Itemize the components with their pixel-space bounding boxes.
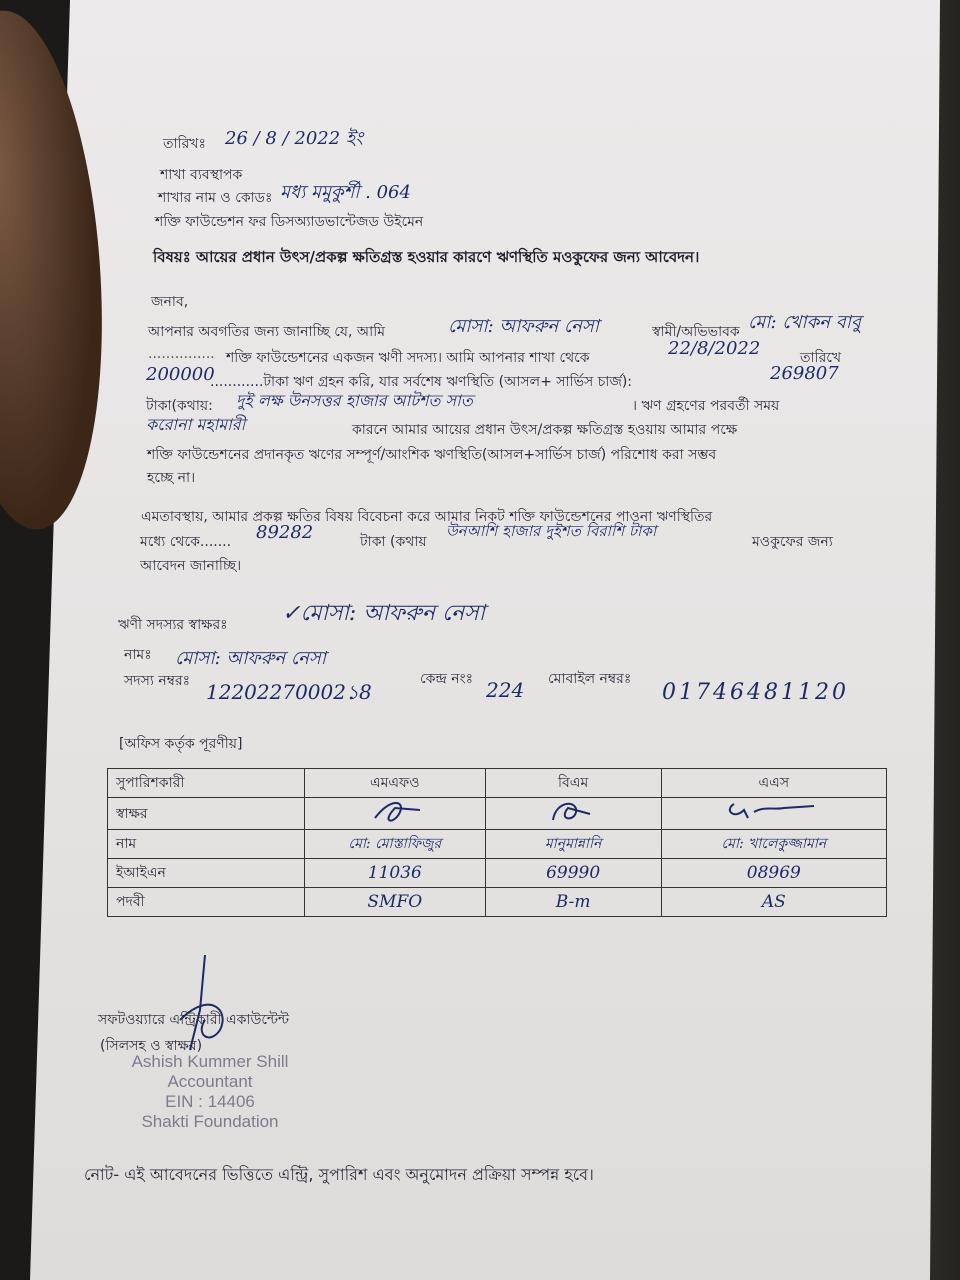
header-bm: বিএম bbox=[485, 769, 661, 798]
para1-l1a: আপনার অবগতির জন্য জানাচ্ছি যে, আমি bbox=[148, 324, 386, 340]
table-header-row bbox=[108, 769, 887, 798]
accountant-stamp bbox=[120, 1052, 300, 1132]
branch-label: শাখার নাম ও কোডঃ bbox=[158, 190, 273, 206]
branch-value: মধ্য মমুকুর্শী . 064 bbox=[280, 182, 411, 203]
mfo-signature bbox=[305, 798, 486, 830]
mfo-name: মো: মোস্তাফিজুর bbox=[305, 830, 486, 859]
para1-l1-hw: মোসা: আফরুন নেসা bbox=[448, 316, 599, 337]
office-title: [অফিস কর্তৃক পূরণীয়] bbox=[119, 736, 243, 752]
date-value: 26 / 8 / 2022 ইং bbox=[225, 128, 364, 149]
table-row bbox=[108, 830, 887, 859]
note: নোট- এই আবেদনের ভিত্তিতে এন্ট্রি, সুপারিশ এবং অনুমোদন প্রক্রিয়া সম্পন্ন হবে। bbox=[84, 1165, 594, 1184]
para1-l3-hw2: 269807 bbox=[770, 363, 839, 384]
para1-l3a: ............টাকা ঋণ গ্রহন করি, যার সর্বশেষ ঋণস্থিতি (আসল+ সার্ভিস চার্জ): bbox=[210, 374, 633, 390]
signature-scribble-icon bbox=[714, 798, 834, 824]
row-label-ein: ইআইএন bbox=[108, 859, 305, 888]
para1-l1-hw2: মো: খোকন বাবু bbox=[748, 312, 861, 333]
member-signature: ✓মোসা: আফরুন নেসা bbox=[282, 601, 485, 626]
salutation: জনাব, bbox=[151, 294, 189, 310]
member-name: মোসা: আফরুন নেসা bbox=[175, 648, 326, 669]
para1-l3-hw: 200000 bbox=[146, 364, 215, 385]
row-label-name: নাম bbox=[108, 830, 305, 859]
para2-l3: আবেদন জানাচ্ছি। bbox=[140, 558, 242, 574]
mobile-label: মোবাইল নম্বরঃ bbox=[548, 671, 632, 687]
row-label-signature: স্বাক্ষর bbox=[108, 798, 305, 830]
as-signature bbox=[661, 798, 886, 830]
para2-l2b: টাকা (কথায় bbox=[360, 534, 427, 550]
para2-l2a: মধ্যে থেকে....... bbox=[140, 534, 232, 550]
accountant-line2: (সিলসহ ও স্বাক্ষর) bbox=[100, 1038, 203, 1054]
as-ein: 08969 bbox=[661, 859, 886, 888]
member-sig-label: ঋণী সদস্যর স্বাক্ষরঃ bbox=[118, 617, 228, 633]
row-label-designation: পদবী bbox=[108, 888, 305, 917]
table-row bbox=[108, 798, 887, 830]
member-no: 12202270002১8 bbox=[206, 680, 372, 704]
center-no: 224 bbox=[486, 678, 525, 702]
header-recommender: সুপারিশকারী bbox=[108, 769, 305, 798]
as-designation: AS bbox=[661, 888, 886, 917]
signature-scribble-icon bbox=[528, 798, 618, 824]
bm-signature bbox=[485, 798, 661, 830]
stamp-name: Ashish Kummer Shill bbox=[131, 1052, 289, 1071]
para1-l2-hw: 22/8/2022 bbox=[668, 338, 761, 359]
subject: বিষয়ঃ আয়ের প্রধান উৎস/প্রকল্প ক্ষতিগ্রস্ত হওয়ার কারণে ঋণস্থিতি মওকুফের জন্য আবেদন। bbox=[153, 248, 700, 266]
stamp-ein: EIN : 14406 bbox=[165, 1092, 255, 1111]
para1-l4a: টাকা(কথায়: bbox=[146, 398, 213, 414]
para2-l2-hw: 89282 bbox=[256, 522, 314, 543]
org-line: শক্তি ফাউন্ডেশন ফর ডিসঅ্যাডভান্টেজড উইমেন bbox=[155, 214, 424, 230]
member-name-label: নামঃ bbox=[124, 647, 152, 663]
stamp-role: Accountant bbox=[167, 1072, 253, 1091]
bm-designation: B-m bbox=[485, 888, 661, 917]
table-row bbox=[108, 888, 887, 917]
table-row bbox=[108, 859, 887, 888]
para2-l1: এমতাবস্থায়, আমার প্রকল্প ক্ষতির বিষয় বিবেচনা করে আমার নিকট শক্তি ফাউন্ডেশনের পাওনা ঋণস্থিতির bbox=[141, 509, 713, 525]
bm-name: মানুমান্নানি bbox=[485, 830, 661, 859]
bm-ein: 69990 bbox=[485, 859, 661, 888]
accountant-line1: সফটওয়্যারে এন্ট্রিকারী একাউন্টেন্ট bbox=[98, 1012, 290, 1028]
para1-l1b: স্বামী/অভিভাবক bbox=[652, 324, 740, 340]
header-mfo: এমএফও bbox=[305, 769, 486, 798]
para1-l5-hw: করোনা মহামারী bbox=[146, 415, 246, 434]
header-as: এএস bbox=[661, 769, 886, 798]
para1-l4-hw: দুই লক্ষ উনসত্তর হাজার আটশত সাত bbox=[236, 391, 473, 410]
para1-l6: শক্তি ফাউন্ডেশনের প্রদানকৃত ঋণের সম্পূর্ণ/আংশিক ঋণস্থিতি(আসল+সার্ভিস চার্জ) পরিশোধ করা সম্ভব bbox=[147, 447, 717, 463]
member-no-label: সদস্য নম্বরঃ bbox=[124, 673, 191, 689]
date-label: তারিখঃ bbox=[163, 136, 206, 152]
manager-line: শাখা ব্যবস্থাপক bbox=[160, 167, 243, 183]
para1-l2b: তারিখে bbox=[800, 350, 842, 366]
signature-scribble-icon bbox=[350, 798, 440, 824]
para2-l2c: মওকুফের জন্য bbox=[752, 534, 833, 550]
mfo-ein: 11036 bbox=[305, 859, 486, 888]
para1-l2a: শক্তি ফাউন্ডেশনের একজন ঋণী সদস্য। আমি আপনার শাখা থেকে bbox=[226, 350, 590, 366]
office-table bbox=[107, 768, 887, 917]
para2-l2-hw2: উনআশি হাজার দুইশত বিরাশি টাকা bbox=[446, 522, 657, 540]
para1-l7: হচ্ছে না। bbox=[147, 470, 196, 486]
mfo-designation: SMFO bbox=[305, 888, 486, 917]
stamp-org: Shakti Foundation bbox=[141, 1112, 279, 1131]
para1-l2-dots: ............... bbox=[148, 346, 215, 362]
center-label: কেন্দ্র নংঃ bbox=[420, 671, 474, 687]
para1-l5a: কারনে আমার আয়ের প্রধান উৎস/প্রকল্প ক্ষতিগ্রস্ত হওয়ায় আমার পক্ষে bbox=[352, 422, 738, 438]
as-name: মো: খালেকুজ্জামান bbox=[661, 830, 886, 859]
para1-l4b: । ঋণ গ্রহণের পরবর্তী সময় bbox=[632, 398, 780, 414]
mobile-no: 01746481120 bbox=[662, 680, 849, 705]
